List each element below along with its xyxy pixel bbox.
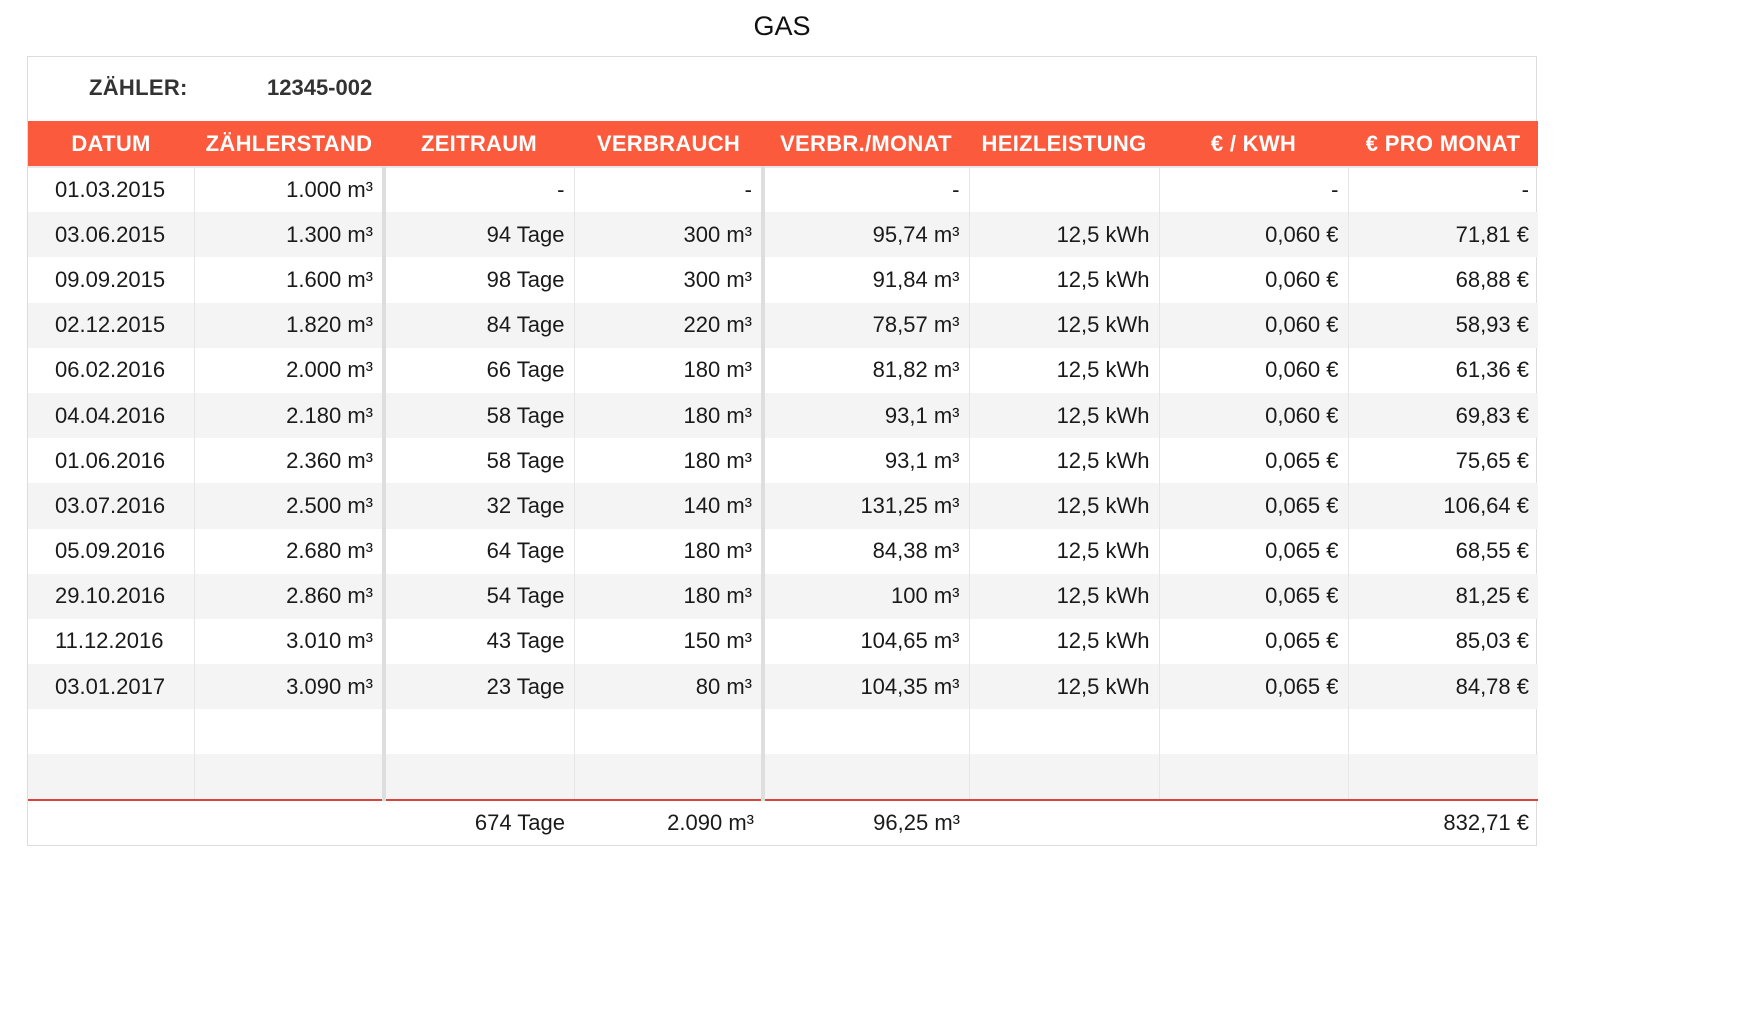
cell-euro-pro-monat[interactable]: 69,83 € <box>1455 402 1529 428</box>
cell-euro-pro-monat[interactable]: 58,93 € <box>1455 312 1529 338</box>
table-row <box>28 709 1538 754</box>
cell-datum[interactable] <box>28 709 194 754</box>
total-verbrauch-monat: 96,25 m³ <box>763 800 969 846</box>
header-datum: DATUM <box>71 130 151 156</box>
table-body <box>28 167 1538 800</box>
cell-euro-kwh[interactable]: 0,060 € <box>1159 348 1348 393</box>
cell-heizleistung[interactable] <box>969 709 1159 754</box>
cell-zeitraum[interactable] <box>384 709 574 754</box>
cell-euro-pro-monat[interactable]: - <box>1348 167 1538 212</box>
cell-verbrauch-monat[interactable]: - <box>763 167 969 212</box>
cell-verbrauch-monat[interactable]: 91,84 m³ <box>763 257 969 302</box>
cell-verbrauch[interactable] <box>574 754 763 799</box>
cell-verbrauch[interactable]: 180 m³ <box>574 529 763 574</box>
total-cell <box>969 800 1159 846</box>
cell-verbrauch[interactable] <box>574 709 763 754</box>
cell-datum[interactable]: 01.06.2016 <box>28 438 194 483</box>
cell-euro-pro-monat[interactable] <box>1348 754 1538 799</box>
cell-datum[interactable]: 11.12.2016 <box>28 619 194 664</box>
cell-verbrauch[interactable]: 140 m³ <box>574 483 763 528</box>
cell-zeitraum[interactable]: 54 Tage <box>384 574 574 619</box>
cell-euro-pro-monat[interactable] <box>1348 709 1538 754</box>
cell-verbrauch-monat[interactable]: 104,65 m³ <box>763 619 969 664</box>
cell-verbrauch-monat[interactable]: 131,25 m³ <box>763 483 969 528</box>
table-row <box>28 529 1538 574</box>
cell-datum[interactable]: 29.10.2016 <box>28 574 194 619</box>
cell-datum[interactable]: 03.06.2015 <box>28 212 194 257</box>
cell-euro-kwh[interactable]: 0,065 € <box>1159 574 1348 619</box>
cell-verbrauch-monat[interactable]: 81,82 m³ <box>763 348 969 393</box>
table-row <box>28 393 1538 438</box>
cell-heizleistung[interactable]: 12,5 kWh <box>969 438 1159 483</box>
cell-euro-kwh[interactable]: 0,065 € <box>1159 438 1348 483</box>
consumption-table <box>28 121 1538 846</box>
cell-verbrauch[interactable]: 180 m³ <box>574 393 763 438</box>
cell-datum[interactable]: 05.09.2016 <box>28 529 194 574</box>
cell-heizleistung[interactable] <box>969 754 1159 799</box>
meter-info <box>28 57 1536 121</box>
cell-verbrauch-monat[interactable] <box>763 709 969 754</box>
cell-euro-kwh[interactable]: - <box>1159 167 1348 212</box>
cell-zaehlerstand[interactable]: 3.010 m³ <box>194 619 384 664</box>
cell-zaehlerstand[interactable] <box>194 754 384 799</box>
cell-heizleistung[interactable]: 12,5 kWh <box>969 483 1159 528</box>
cell-zaehlerstand[interactable] <box>194 709 384 754</box>
cell-datum[interactable]: 04.04.2016 <box>28 393 194 438</box>
cell-euro-pro-monat[interactable]: 75,65 € <box>1455 447 1529 473</box>
total-zeitraum: 674 Tage <box>384 800 574 846</box>
cell-zeitraum[interactable]: 43 Tage <box>384 619 574 664</box>
cell-datum[interactable]: 02.12.2015 <box>28 303 194 348</box>
cell-heizleistung[interactable]: 12,5 kWh <box>969 393 1159 438</box>
cell-verbrauch-monat[interactable]: 93,1 m³ <box>763 393 969 438</box>
cell-zaehlerstand[interactable]: 1.000 m³ <box>194 167 384 212</box>
header-zeitraum: ZEITRAUM <box>420 130 538 156</box>
cell-datum[interactable]: 01.03.2015 <box>28 167 194 212</box>
table-row <box>28 212 1538 257</box>
cell-zeitraum[interactable]: 32 Tage <box>384 483 574 528</box>
total-cell <box>28 800 194 846</box>
cell-zaehlerstand[interactable]: 1.600 m³ <box>194 257 384 302</box>
cell-zeitraum[interactable]: 58 Tage <box>384 393 574 438</box>
cell-heizleistung[interactable] <box>969 167 1159 212</box>
cell-heizleistung[interactable]: 12,5 kWh <box>969 529 1159 574</box>
cell-heizleistung[interactable]: 12,5 kWh <box>969 348 1159 393</box>
header-heizleistung: HEIZLEISTUNG <box>981 130 1147 156</box>
cell-verbrauch-monat[interactable]: 95,74 m³ <box>763 212 969 257</box>
total-verbrauch: 2.090 m³ <box>574 800 763 846</box>
cell-heizleistung[interactable]: 12,5 kWh <box>969 212 1159 257</box>
cell-zeitraum[interactable]: 66 Tage <box>384 348 574 393</box>
cell-verbrauch-monat[interactable]: 104,35 m³ <box>763 664 969 709</box>
total-cell <box>194 800 384 846</box>
cell-datum[interactable]: 03.07.2016 <box>28 483 194 528</box>
cell-verbrauch[interactable]: 300 m³ <box>574 257 763 302</box>
cell-verbrauch[interactable]: 150 m³ <box>574 619 763 664</box>
cell-zeitraum[interactable] <box>384 754 574 799</box>
cell-verbrauch[interactable]: 220 m³ <box>574 303 763 348</box>
cell-verbrauch-monat[interactable]: 78,57 m³ <box>763 303 969 348</box>
cell-verbrauch[interactable]: 180 m³ <box>574 348 763 393</box>
cell-euro-kwh[interactable]: 0,065 € <box>1159 529 1348 574</box>
cell-zeitraum[interactable]: 84 Tage <box>384 303 574 348</box>
cell-euro-kwh[interactable] <box>1159 754 1348 799</box>
cell-euro-kwh[interactable] <box>1159 709 1348 754</box>
cell-zaehlerstand[interactable]: 1.300 m³ <box>194 212 384 257</box>
meter-label: ZÄHLER: <box>89 75 188 100</box>
cell-zaehlerstand[interactable]: 1.820 m³ <box>194 303 384 348</box>
table-row <box>28 257 1538 302</box>
cell-zaehlerstand[interactable]: 3.090 m³ <box>194 664 384 709</box>
cell-heizleistung[interactable]: 12,5 kWh <box>969 303 1159 348</box>
cell-heizleistung[interactable]: 12,5 kWh <box>969 619 1159 664</box>
cell-zeitraum[interactable]: 64 Tage <box>384 529 574 574</box>
cell-verbrauch[interactable]: 300 m³ <box>574 212 763 257</box>
cell-verbrauch-monat[interactable]: 84,38 m³ <box>763 529 969 574</box>
table-row <box>28 167 1538 212</box>
header-euro-kwh: € / KWH <box>1210 130 1297 156</box>
cell-euro-pro-monat[interactable]: 85,03 € <box>1455 628 1529 654</box>
total-cell <box>1159 800 1348 846</box>
cell-zaehlerstand[interactable]: 2.180 m³ <box>194 393 384 438</box>
gas-sheet <box>27 56 1537 846</box>
cell-verbrauch-monat[interactable]: 93,1 m³ <box>763 438 969 483</box>
cell-verbrauch[interactable]: 80 m³ <box>574 664 763 709</box>
cell-euro-kwh[interactable]: 0,060 € <box>1159 212 1348 257</box>
cell-euro-kwh[interactable]: 0,060 € <box>1159 303 1348 348</box>
total-euro-pro-monat: 832,71 € <box>1348 800 1538 846</box>
cell-zeitraum[interactable]: - <box>384 167 574 212</box>
cell-euro-kwh[interactable]: 0,065 € <box>1159 483 1348 528</box>
cell-datum[interactable]: 03.01.2017 <box>28 664 194 709</box>
header-verbrauch: VERBRAUCH <box>596 130 741 156</box>
cell-zaehlerstand[interactable]: 2.500 m³ <box>194 483 384 528</box>
table-row <box>28 438 1538 483</box>
cell-zaehlerstand[interactable]: 2.000 m³ <box>194 348 384 393</box>
header-zaehlerstand: ZÄHLERSTAND <box>205 130 373 156</box>
cell-euro-pro-monat[interactable]: 68,88 € <box>1455 266 1529 292</box>
totals-row <box>28 800 1538 846</box>
cell-zaehlerstand[interactable]: 2.680 m³ <box>194 529 384 574</box>
cell-euro-kwh[interactable]: 0,065 € <box>1159 619 1348 664</box>
cell-zaehlerstand[interactable]: 2.360 m³ <box>194 438 384 483</box>
cell-datum[interactable] <box>28 754 194 799</box>
cell-datum[interactable]: 06.02.2016 <box>28 348 194 393</box>
cell-verbrauch[interactable]: 180 m³ <box>574 574 763 619</box>
table-row <box>28 574 1538 619</box>
cell-verbrauch[interactable]: - <box>574 167 763 212</box>
cell-heizleistung[interactable]: 12,5 kWh <box>969 574 1159 619</box>
sheet-title: GAS <box>753 11 811 41</box>
cell-zaehlerstand[interactable]: 2.860 m³ <box>194 574 384 619</box>
cell-euro-pro-monat[interactable]: 81,25 € <box>1455 583 1529 609</box>
table-row <box>28 664 1538 709</box>
table-header-row <box>28 121 1538 167</box>
cell-zeitraum[interactable]: 58 Tage <box>384 438 574 483</box>
table-row <box>28 348 1538 393</box>
header-verbrauch-monat: VERBR./MONAT <box>780 130 952 156</box>
cell-euro-pro-monat[interactable]: 68,55 € <box>1455 538 1529 564</box>
cell-verbrauch[interactable]: 180 m³ <box>574 438 763 483</box>
cell-zeitraum[interactable]: 98 Tage <box>384 257 574 302</box>
cell-euro-pro-monat[interactable]: 84,78 € <box>1455 673 1529 699</box>
cell-euro-pro-monat[interactable]: 61,36 € <box>1455 357 1529 383</box>
cell-verbrauch-monat[interactable] <box>763 754 969 799</box>
cell-zeitraum[interactable]: 23 Tage <box>384 664 574 709</box>
cell-zeitraum[interactable]: 94 Tage <box>384 212 574 257</box>
cell-euro-pro-monat[interactable]: 71,81 € <box>1455 221 1529 247</box>
table-row <box>28 619 1538 664</box>
cell-verbrauch-monat[interactable]: 100 m³ <box>763 574 969 619</box>
table-row <box>28 483 1538 528</box>
cell-euro-kwh[interactable]: 0,060 € <box>1159 393 1348 438</box>
table-row <box>28 303 1538 348</box>
cell-euro-pro-monat[interactable]: 106,64 € <box>1443 492 1529 518</box>
cell-datum[interactable]: 09.09.2015 <box>28 257 194 302</box>
table-row <box>28 754 1538 799</box>
meter-number[interactable]: 12345-002 <box>267 75 373 100</box>
cell-euro-kwh[interactable]: 0,060 € <box>1159 257 1348 302</box>
cell-euro-kwh[interactable]: 0,065 € <box>1159 664 1348 709</box>
cell-heizleistung[interactable]: 12,5 kWh <box>969 257 1159 302</box>
cell-heizleistung[interactable]: 12,5 kWh <box>969 664 1159 709</box>
header-euro-pro-monat: € PRO MONAT <box>1365 130 1521 156</box>
